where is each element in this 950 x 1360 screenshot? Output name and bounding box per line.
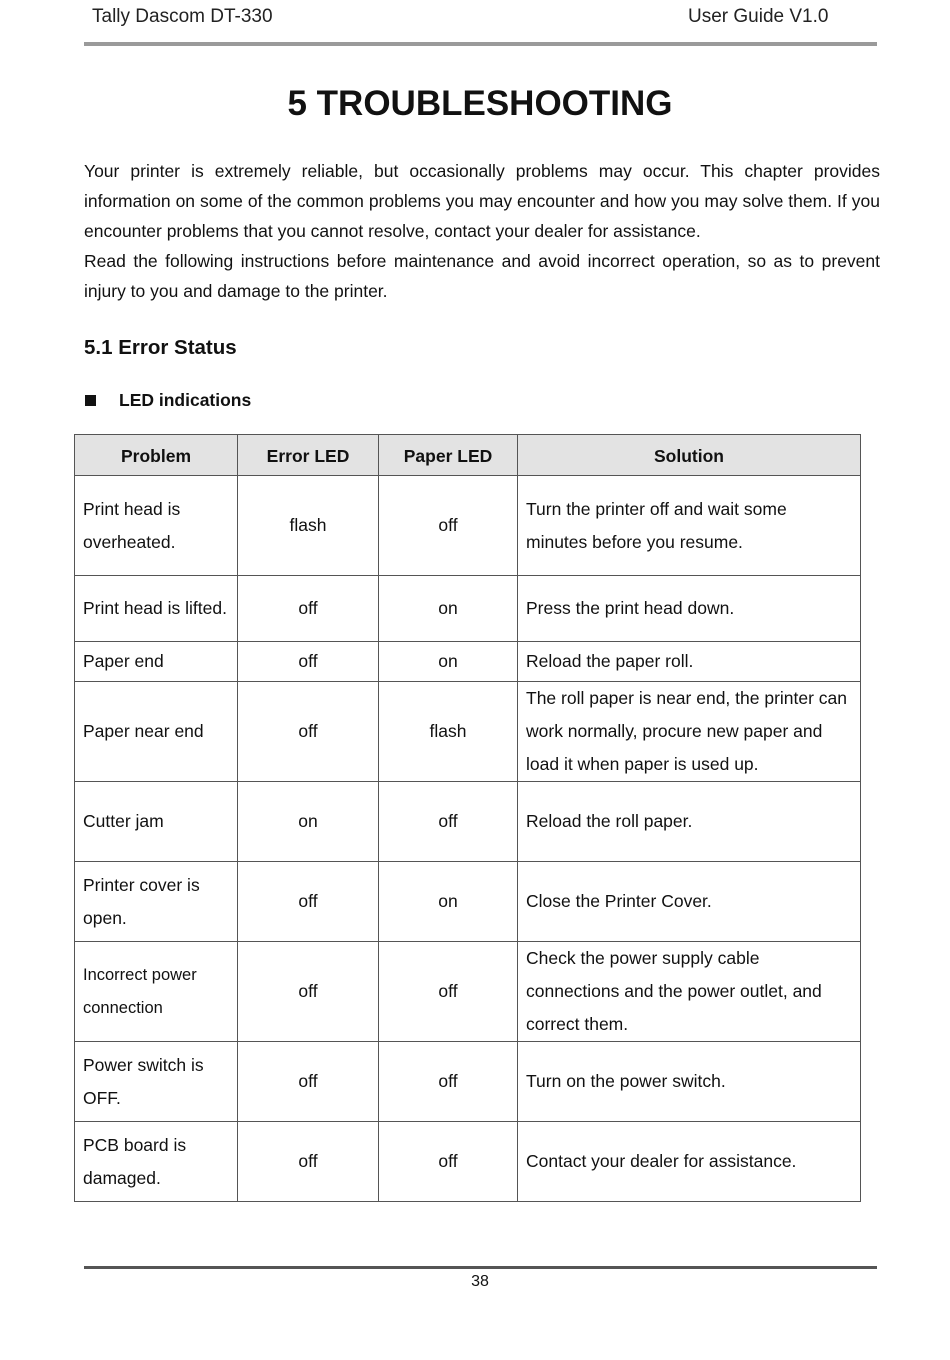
cell-error-led: off bbox=[238, 682, 379, 782]
cell-error-led: off bbox=[238, 942, 379, 1042]
cell-error-led: flash bbox=[238, 476, 379, 576]
bullet-label: LED indications bbox=[119, 389, 252, 410]
table-row bbox=[75, 1042, 861, 1122]
cell-solution: Check the power supply cable connections and the power outlet, and correct them. bbox=[518, 942, 861, 1042]
header-rule bbox=[84, 42, 877, 46]
cell-paper-led: off bbox=[379, 782, 518, 862]
cell-problem: Paper end bbox=[75, 642, 238, 682]
bullet-item bbox=[84, 388, 251, 412]
column-header-error-led: Error LED bbox=[238, 435, 379, 476]
cell-problem: PCB board is damaged. bbox=[75, 1122, 238, 1202]
square-bullet-icon bbox=[85, 395, 96, 406]
cell-problem: Printer cover is open. bbox=[75, 862, 238, 942]
cell-paper-led: off bbox=[379, 476, 518, 576]
cell-paper-led: on bbox=[379, 642, 518, 682]
cell-problem: Cutter jam bbox=[75, 782, 238, 862]
cell-solution: Reload the roll paper. bbox=[518, 782, 861, 862]
table-row bbox=[75, 1122, 861, 1202]
table-header-row bbox=[75, 435, 861, 476]
footer-rule bbox=[84, 1266, 877, 1269]
cell-solution: Press the print head down. bbox=[518, 576, 861, 642]
cell-solution: Close the Printer Cover. bbox=[518, 862, 861, 942]
cell-paper-led: on bbox=[379, 862, 518, 942]
cell-paper-led: on bbox=[379, 576, 518, 642]
cell-paper-led: off bbox=[379, 1042, 518, 1122]
intro-paragraph-1: Your printer is extremely reliable, but occasionally problems may occur. This chapter provides information on some of the common problems you may encounter and how you may solve them. If you encounter problems that you cannot resolve, contact your dealer for assistance. bbox=[84, 161, 880, 241]
cell-error-led: off bbox=[238, 862, 379, 942]
header-guide-version: User Guide V1.0 bbox=[688, 6, 829, 27]
cell-problem: Power switch is OFF. bbox=[75, 1042, 238, 1122]
cell-error-led: off bbox=[238, 1122, 379, 1202]
table-row bbox=[75, 576, 861, 642]
table-row bbox=[75, 642, 861, 682]
intro-text bbox=[84, 156, 880, 306]
cell-paper-led: off bbox=[379, 942, 518, 1042]
cell-solution: Reload the paper roll. bbox=[518, 642, 861, 682]
cell-solution: Turn on the power switch. bbox=[518, 1042, 861, 1122]
column-header-solution: Solution bbox=[518, 435, 861, 476]
table-row bbox=[75, 476, 861, 576]
cell-problem: Print head is overheated. bbox=[75, 476, 238, 576]
cell-problem: Paper near end bbox=[75, 682, 238, 782]
table-row bbox=[75, 782, 861, 862]
cell-paper-led: off bbox=[379, 1122, 518, 1202]
cell-problem: Print head is lifted. bbox=[75, 576, 238, 642]
chapter-title: 5 TROUBLESHOOTING bbox=[287, 84, 673, 123]
page-number: 38 bbox=[471, 1273, 489, 1290]
cell-paper-led: flash bbox=[379, 682, 518, 782]
cell-solution: Contact your dealer for assistance. bbox=[518, 1122, 861, 1202]
cell-error-led: off bbox=[238, 576, 379, 642]
led-indications-table bbox=[74, 434, 861, 1202]
column-header-problem: Problem bbox=[75, 435, 238, 476]
header-product-name: Tally Dascom DT-330 bbox=[92, 6, 273, 27]
cell-error-led: off bbox=[238, 642, 379, 682]
cell-solution: Turn the printer off and wait some minutes before you resume. bbox=[518, 476, 861, 576]
cell-solution: The roll paper is near end, the printer can work normally, procure new paper and load it when paper is used up. bbox=[518, 682, 861, 782]
column-header-paper-led: Paper LED bbox=[379, 435, 518, 476]
cell-error-led: off bbox=[238, 1042, 379, 1122]
section-title: 5.1 Error Status bbox=[84, 336, 237, 359]
table-row bbox=[75, 942, 861, 1042]
cell-problem: Incorrect power connection bbox=[75, 942, 238, 1042]
table-row bbox=[75, 682, 861, 782]
cell-error-led: on bbox=[238, 782, 379, 862]
intro-paragraph-2: Read the following instructions before maintenance and avoid incorrect operation, so as to prevent injury to you and damage to the printer. bbox=[84, 251, 880, 301]
table-row bbox=[75, 862, 861, 942]
